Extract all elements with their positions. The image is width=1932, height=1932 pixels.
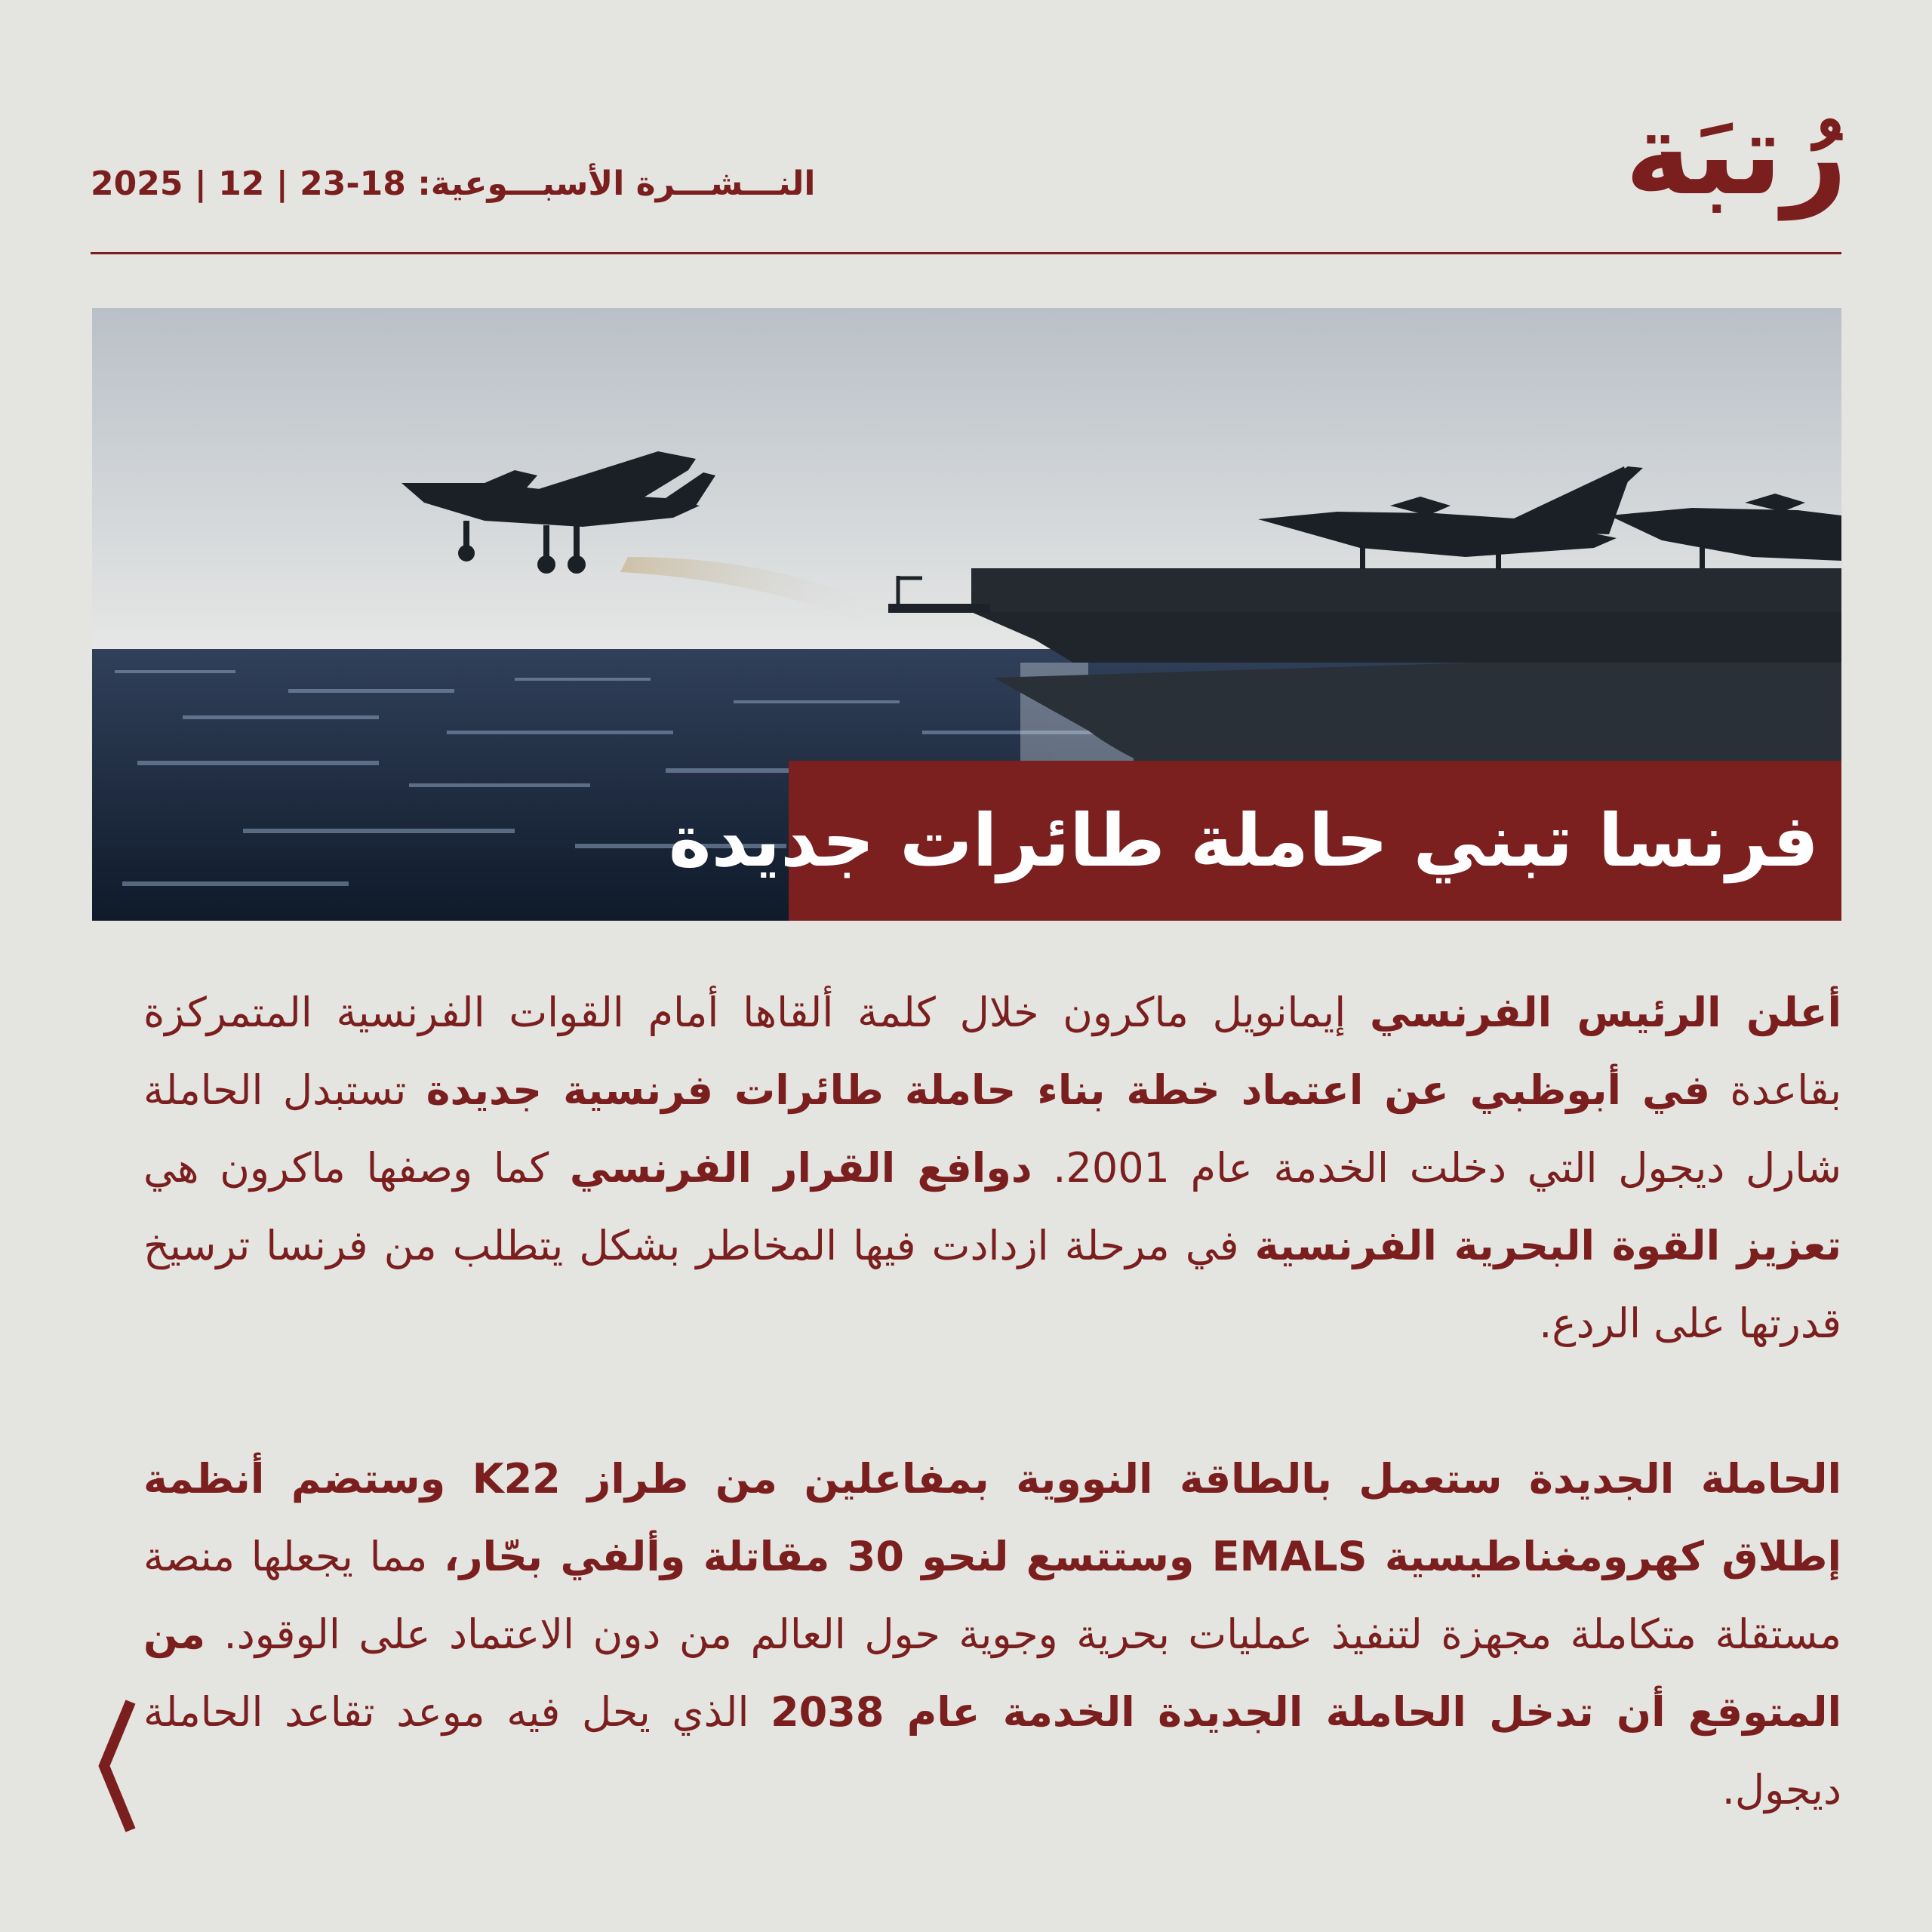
text-run: مما يجعلها منصة مستقلة متكاملة مجهزة لتنفيذ عمليات بحرية وجوية حول العالم من دون الاعتماد على الوقود. bbox=[143, 1533, 1841, 1658]
header-divider bbox=[91, 252, 1841, 254]
text-run: أعلن الرئيس الفرنسي bbox=[1370, 989, 1841, 1036]
article-paragraph-2 bbox=[143, 1440, 1841, 1829]
text-run: دوافع القرار الفرنسي bbox=[569, 1144, 1032, 1192]
brand-logo: رُتبَة bbox=[1625, 89, 1847, 220]
text-run: في مرحلة ازدادت فيها المخاطر بشكل يتطلب من فرنسا ترسيخ قدرتها على الردع. bbox=[143, 1222, 1841, 1347]
text-run: إيمانويل ماكرون خلال كلمة ألقاها أمام القوات الفرنسية المتمركزة بقاعدة bbox=[143, 989, 1842, 1114]
chevron-left-icon[interactable] bbox=[89, 1698, 142, 1837]
text-run: الذي يحل فيه موعد تقاعد الحاملة ديجول. bbox=[143, 1688, 1841, 1814]
article-body bbox=[143, 974, 1841, 1829]
text-run: في أبوظبي عن اعتماد خطة بناء حاملة طائرات فرنسية جديدة bbox=[426, 1066, 1710, 1114]
text-run: تعزيز القوة البحرية الفرنسية bbox=[1254, 1222, 1841, 1269]
headline-title: فرنسا تبني حاملة طائرات جديدة bbox=[668, 798, 1819, 883]
text-run: من المتوقع أن تدخل الحاملة الجديدة الخدمة عام 2038 bbox=[143, 1611, 1842, 1736]
text-run: تستبدل الحاملة شارل ديجول التي دخلت الخدمة عام 2001. bbox=[143, 1066, 1841, 1192]
bulletin-date: النـــشـــرة الأسبـــوعية: 18-23 | 12 | 2025 bbox=[91, 165, 816, 203]
text-run: الحاملة الجديدة ستعمل بالطاقة النووية بمفاعلين من طراز K22 وستضم أنظمة إطلاق كهرومغناطيسية EMALS وستتسع لنحو 30 مقاتلة وألفي بحّار، bbox=[143, 1455, 1841, 1580]
text-run: كما وصفها ماكرون هي bbox=[143, 1144, 570, 1192]
headline-banner bbox=[668, 761, 1841, 921]
article-paragraph-1 bbox=[143, 974, 1841, 1362]
